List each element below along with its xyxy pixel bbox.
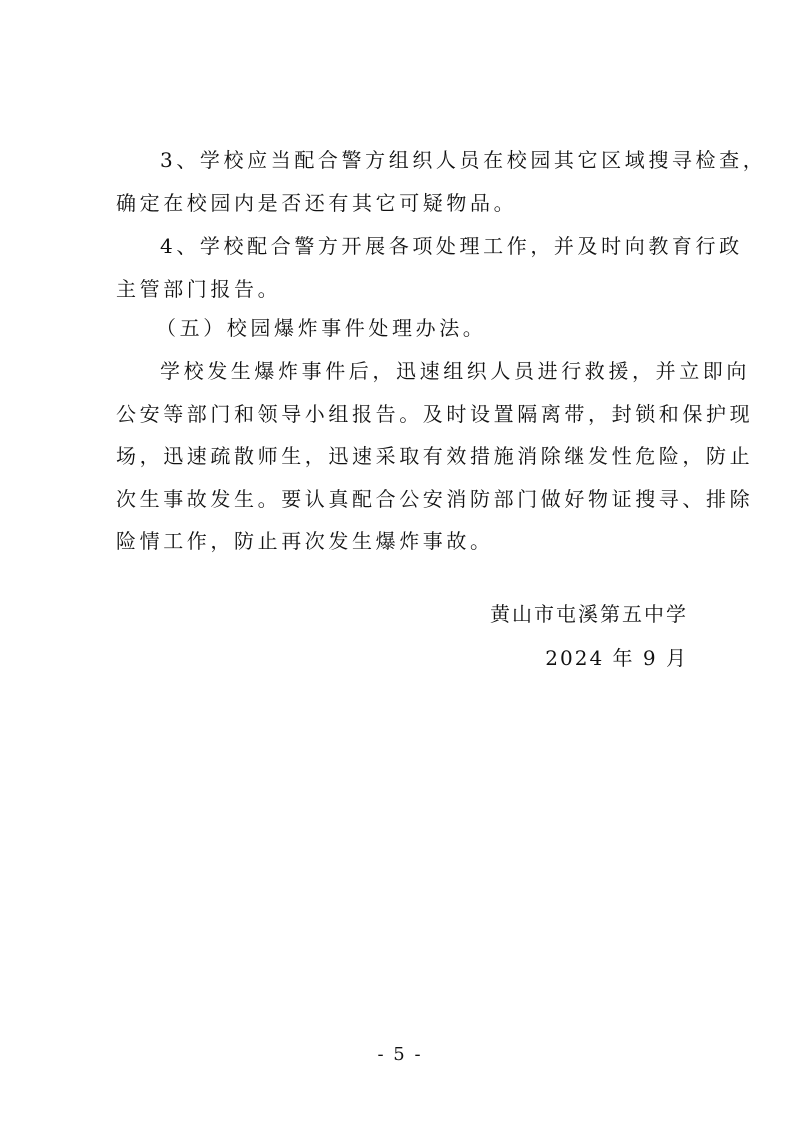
- section-heading-text: （五）校园爆炸事件处理办法。: [156, 316, 487, 340]
- text-line: 次生事故发生。要认真配合公安消防部门做好物证搜寻、排除: [116, 487, 754, 511]
- signature-date: 2024 年 9 月: [545, 646, 688, 670]
- page-number: - 5 -: [377, 1044, 423, 1065]
- text-line: 公安等部门和领导小组报告。及时设置隔离带，封锁和保护现: [116, 402, 754, 426]
- text-line: 主管部门报告。: [116, 277, 282, 301]
- text-line: 险情工作，防止再次发生爆炸事故。: [116, 529, 494, 553]
- signature-organization: 黄山市屯溪第五中学: [490, 602, 688, 626]
- text-line: 场，迅速疏散师生，迅速采取有效措施消除继发性危险，防止: [116, 444, 754, 468]
- text-line: 学校发生爆炸事件后，迅速组织人员进行救援，并立即向: [160, 359, 750, 383]
- text-line: 确定在校园内是否还有其它可疑物品。: [116, 191, 518, 215]
- text-line: 3、学校应当配合警方组织人员在校园其它区域搜寻检查，: [160, 148, 767, 172]
- text-line: 4、学校配合警方开展各项处理工作，并及时向教育行政: [160, 234, 743, 258]
